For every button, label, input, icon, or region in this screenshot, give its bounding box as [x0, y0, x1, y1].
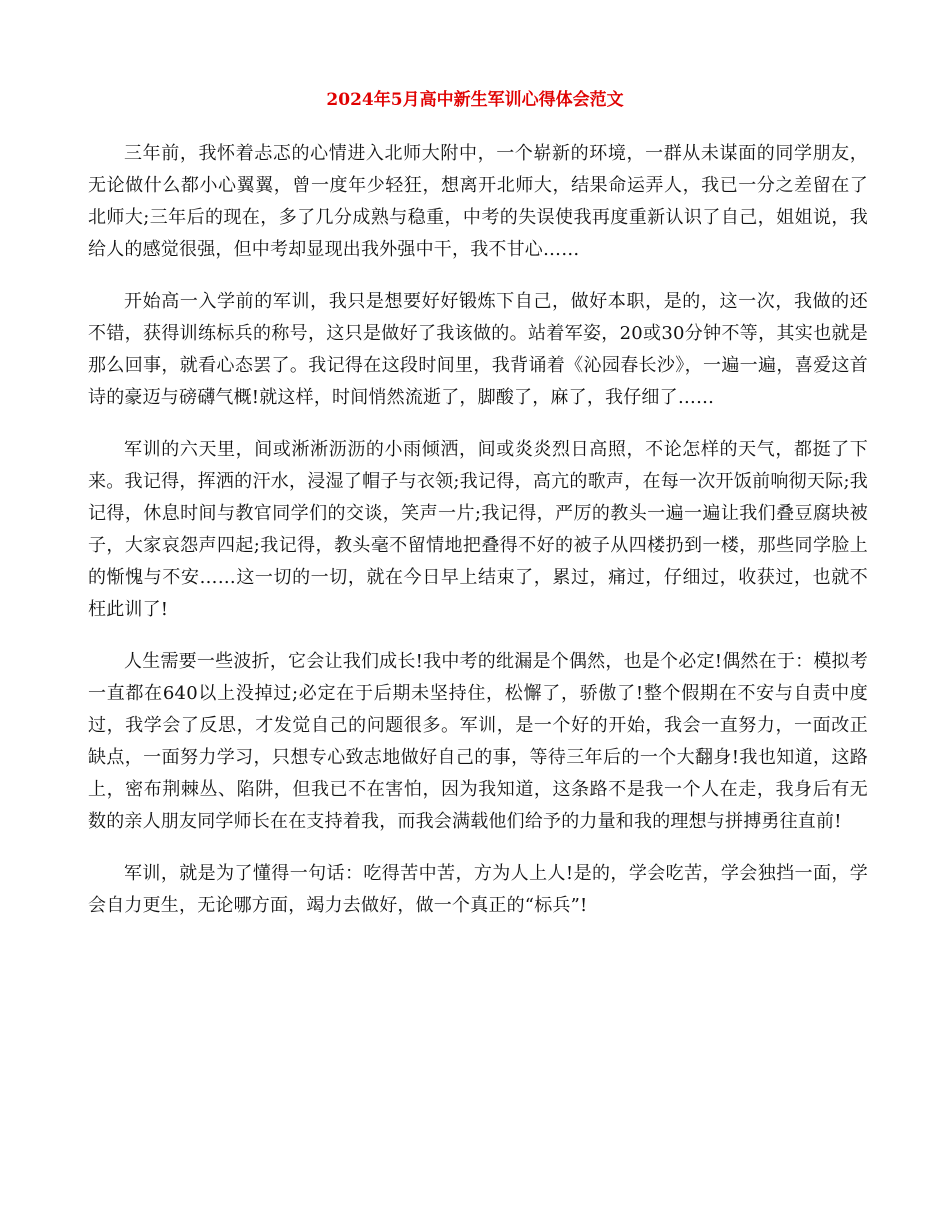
paragraph-1: 三年前，我怀着忐忑的心情进入北师大附中，一个崭新的环境，一群从未谋面的同学朋友，无论做什么都小心翼翼，曾一度年少轻狂，想离开北师大，结果命运弄人，我已一分之差留在了北师大;三年后的现在，多了几分成熟与稳重，中考的失误使我再度重新认识了自己，姐姐说，我给人的感觉很强，但中考却显现出我外强中干，我不甘心……	[88, 143, 868, 260]
document-body	[88, 138, 868, 942]
document-title: 2024年5月高中新生军训心得体会范文	[326, 90, 624, 110]
paragraph-2: 开始高一入学前的军训，我只是想要好好锻炼下自己，做好本职，是的，这一次，我做的还不错，获得训练标兵的称号，这只是做好了我该做的。站着军姿，20或30分钟不等，其实也就是那么回事，就看心态罢了。我记得在这段时间里，我背诵着《沁园春长沙》，一遍一遍，喜爱这首诗的豪迈与磅礴气概!就这样，时间悄然流逝了，脚酸了，麻了，我仔细了……	[88, 291, 868, 408]
paragraph-4: 人生需要一些波折，它会让我们成长!我中考的纰漏是个偶然，也是个必定!偶然在于：模拟考一直都在640以上没掉过;必定在于后期未坚持住，松懈了，骄傲了!整个假期在不安与自责中度过，我学会了反思，才发觉自己的问题很多。军训，是一个好的开始，我会一直努力，一面改正缺点，一面努力学习，只想专心致志地做好自己的事，等待三年后的一个大翻身!我也知道，这路上，密布荆棘丛、陷阱，但我已不在害怕，因为我知道，这条路不是我一个人在走，我身后有无数的亲人朋友同学师长在在支持着我，而我会满载他们给予的力量和我的理想与拼搏勇往直前!	[88, 651, 868, 832]
paragraph-5: 军训，就是为了懂得一句话：吃得苦中苦，方为人上人!是的，学会吃苦，学会独挡一面，学会自力更生，无论哪方面，竭力去做好，做一个真正的“标兵”!	[88, 863, 868, 916]
paragraph-3: 军训的六天里，间或淅淅沥沥的小雨倾洒，间或炎炎烈日高照，不论怎样的天气，都挺了下来。我记得，挥洒的汗水，浸湿了帽子与衣领;我记得，高亢的歌声，在每一次开饭前响彻天际;我记得，休息时间与教官同学们的交谈，笑声一片;我记得，严厉的教头一遍一遍让我们叠豆腐块被子，大家哀怨声四起;我记得，教头毫不留情地把叠得不好的被子从四楼扔到一楼，那些同学脸上的惭愧与不安……这一切的一切，就在今日早上结束了，累过，痛过，仔细过，收获过，也就不枉此训了!	[88, 439, 868, 620]
